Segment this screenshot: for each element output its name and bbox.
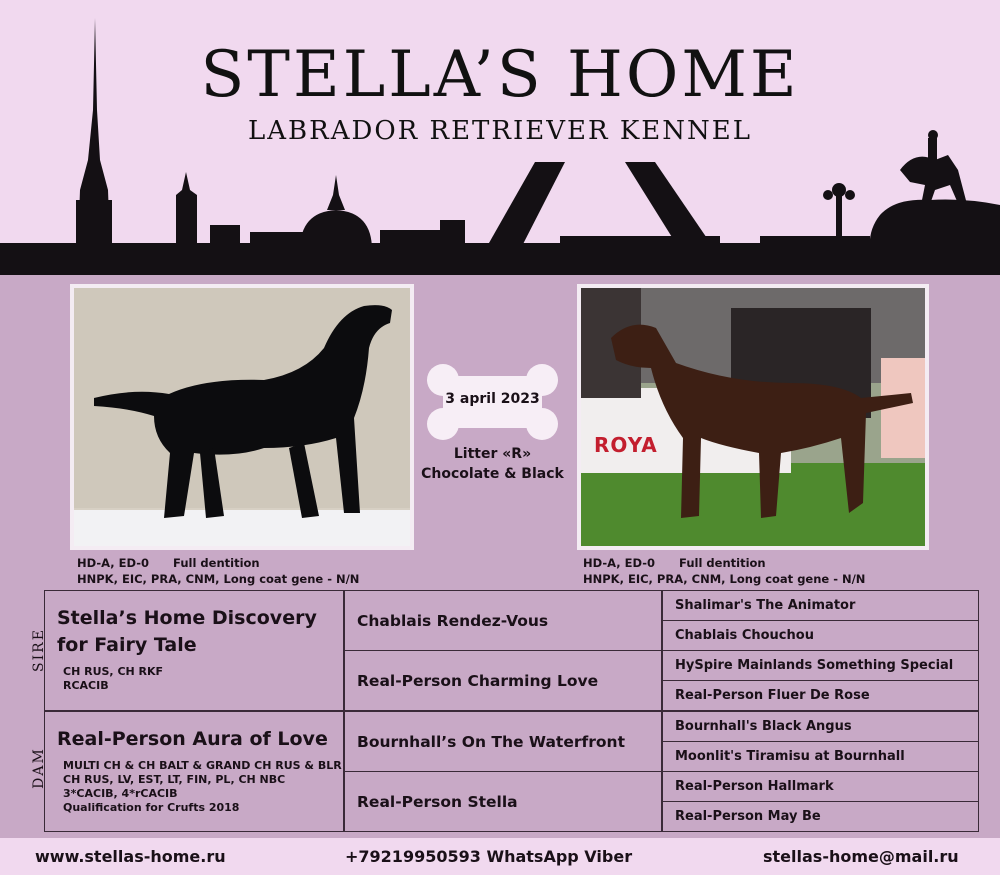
sire-dam-cell: Real-Person Charming Love [344,650,662,711]
dam-titles: MULTI CH & CH BALT & GRAND CH RUS & BLR CH RUS, LV, EST, LT, FIN, PL, CH NBC 3*CACIB, 4*rCACIB Qualification for Crufts 2018 [63,759,342,814]
grandparent-cell-8: Real-Person May Be [662,801,979,832]
dam-health-info [583,555,865,587]
phone-contact[interactable]: +79219950593 WhatsApp Viber [345,847,633,866]
kennel-title: STELLA’S HOME [200,38,800,112]
litter-date: 3 april 2023 [445,391,540,407]
website-link[interactable]: www.stellas-home.ru [35,847,226,866]
dam-health-line-2: HNPK, EIC, PRA, CNM, Long coat gene - N/N [583,572,866,586]
kennel-subtitle: LABRADOR RETRIEVER KENNEL [248,116,752,146]
grandparent-cell-3: HySpire Mainlands Something Special [662,650,979,681]
dam-cell [44,711,344,832]
sire-name-line-2: for Fairy Tale [57,634,197,656]
dam-side-label: DAM [31,747,47,789]
grandparent-cell-6: Moonlit's Tiramisu at Bournhall [662,741,979,772]
litter-info [405,444,580,484]
horseman-statue-icon [870,200,1000,250]
dam-photo [577,284,929,550]
sire-titles: CH RUS, CH RKF RCACIB [63,665,164,692]
grandparent-cell-5: Bournhall's Black Angus [662,711,979,742]
sire-name-line-1: Stella’s Home Discovery [57,607,317,629]
grandparent-cell-4: Real-Person Fluer De Rose [662,680,979,711]
sire-health-line-2: HNPK, EIC, PRA, CNM, Long coat gene - N/N [77,572,360,586]
dam-sire-cell: Bournhall’s On The Waterfront [344,711,662,772]
sire-sire-cell: Chablais Rendez-Vous [344,590,662,651]
pedigree-table [30,590,980,832]
litter-name: Litter «R» [453,446,532,462]
sire-photo [70,284,414,550]
sire-health-info [77,555,359,587]
dam-health-line-1: HD-A, ED-0 Full dentition [583,556,766,570]
footer-bar [0,838,1000,875]
sire-health-line-1: HD-A, ED-0 Full dentition [77,556,260,570]
grandparent-cell-2: Chablais Chouchou [662,620,979,651]
city-skyline-icon [0,0,1000,275]
dam-name: Real-Person Aura of Love [57,728,328,750]
sire-side-label: SIRE [31,628,47,672]
litter-colors: Chocolate & Black [421,466,564,482]
email-link[interactable]: stellas-home@mail.ru [763,847,959,866]
sire-cell [44,590,344,711]
royal-canin-banner-text: ROYA [594,433,658,457]
grandparent-cell-7: Real-Person Hallmark [662,771,979,802]
dam-dam-cell: Real-Person Stella [344,771,662,832]
grandparent-cell-1: Shalimar's The Animator [662,590,979,621]
